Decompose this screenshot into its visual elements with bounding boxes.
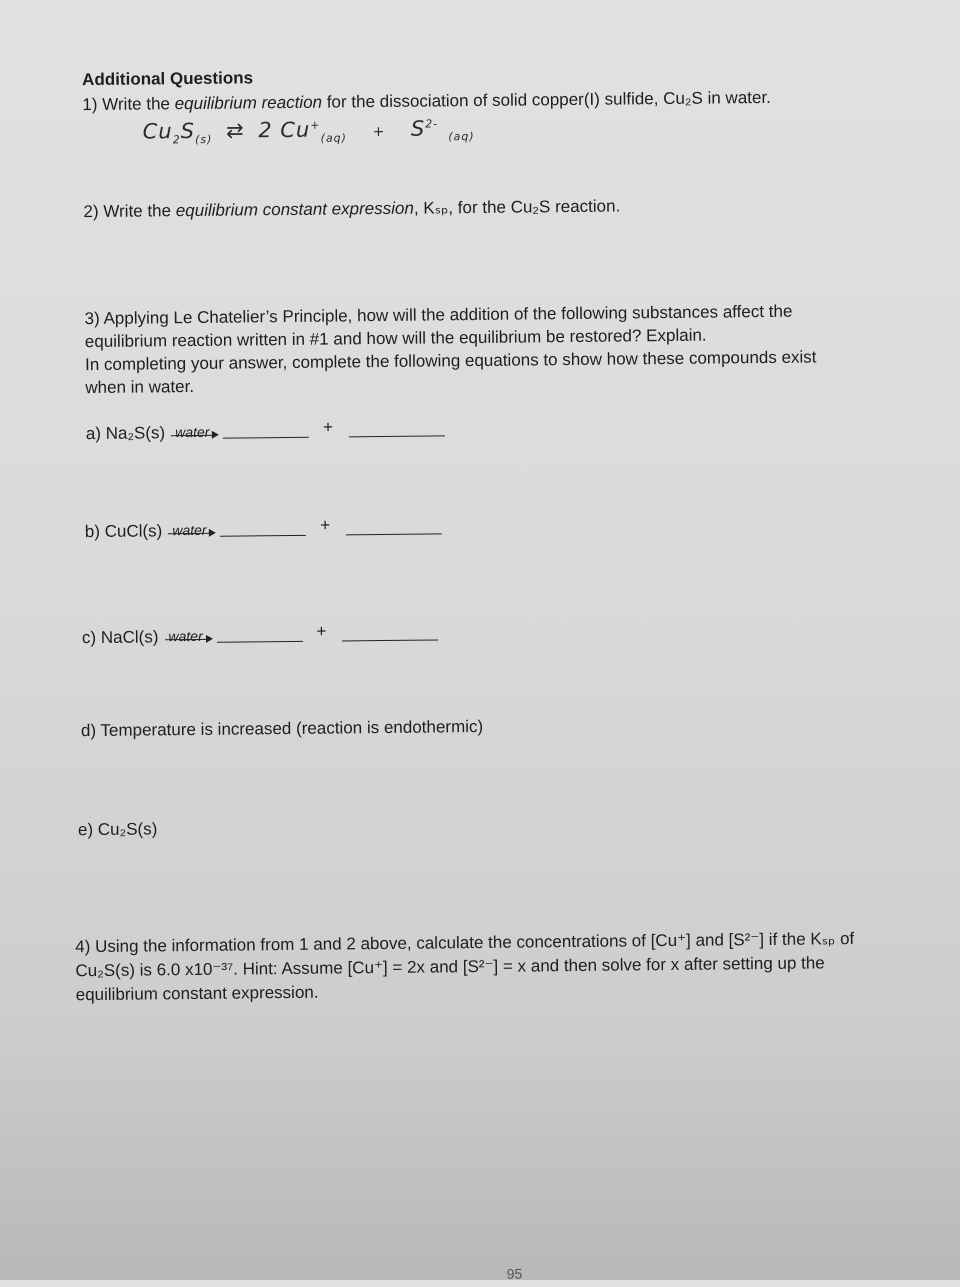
reaction-c-blank-2[interactable] xyxy=(342,639,438,641)
item-d: d) Temperature is increased (reaction is endothermic) xyxy=(80,716,484,741)
reaction-a-label: a) Na₂S(s) xyxy=(85,423,166,444)
hw-reactant-sub: 2 xyxy=(172,133,181,147)
hw-equilibrium-arrow: ⇄ xyxy=(225,118,245,143)
question-3-line-2: equilibrium reaction written in #1 and how will the equilibrium be restored? Explain. xyxy=(84,325,707,352)
reaction-b-plus: + xyxy=(320,515,331,535)
hw-product-2-charge: 2- xyxy=(425,117,439,131)
question-3 xyxy=(84,299,816,399)
reaction-c-blank-1[interactable] xyxy=(217,641,303,643)
reaction-b-blank-2[interactable] xyxy=(346,533,442,535)
reaction-a-plus: + xyxy=(323,417,334,437)
question-1 xyxy=(82,86,771,116)
reaction-b-arrow xyxy=(168,521,214,541)
reaction-b-label: b) CuCl(s) xyxy=(84,521,163,542)
question-3-line-4: when in water. xyxy=(85,376,195,398)
hw-product-1-state: (aq) xyxy=(320,131,347,145)
hw-product-1: 2 Cu xyxy=(258,117,311,143)
reaction-a-blank-2[interactable] xyxy=(349,435,445,437)
hw-reactant: Cu xyxy=(142,119,173,144)
question-2 xyxy=(83,195,620,224)
reaction-c-label: c) NaCl(s) xyxy=(81,627,159,648)
reaction-c-arrow xyxy=(165,627,211,647)
question-1-prefix: 1) Write the xyxy=(82,94,175,115)
reaction-b xyxy=(84,515,443,542)
reaction-c-plus: + xyxy=(316,621,327,641)
question-1-emphasis: equilibrium reaction xyxy=(174,92,323,114)
question-4-line-3: equilibrium constant expression. xyxy=(75,982,319,1005)
reaction-a-arrow xyxy=(171,423,217,443)
question-4-line-2: Cu₂S(s) is 6.0 x10⁻³⁷. Hint: Assume [Cu⁺] = 2x and [S²⁻] = x and then solve for x after setting up the xyxy=(75,953,825,981)
reaction-b-water-label: water xyxy=(172,521,207,539)
hw-product-2-state: (aq) xyxy=(448,130,475,144)
reaction-c xyxy=(81,621,439,648)
reaction-a-blank-1[interactable] xyxy=(223,437,309,439)
handwritten-answer-1 xyxy=(143,116,475,147)
reaction-c-water-label: water xyxy=(168,627,203,645)
question-3-line-3: In completing your answer, complete the following equations to show how these compounds exist xyxy=(84,347,817,375)
hw-product-1-charge: + xyxy=(310,118,321,132)
question-3-line-1: 3) Applying Le Chatelier’s Principle, how will the addition of the following substances affect the xyxy=(84,301,793,329)
question-2-emphasis: equilibrium constant expression xyxy=(175,198,414,221)
hw-product-2: S xyxy=(410,116,426,141)
question-4-line-1: 4) Using the information from 1 and 2 above, calculate the concentrations of [Cu⁺] and [S²⁻] if the Kₛₚ of xyxy=(75,929,855,957)
page-number: 95 xyxy=(506,1265,523,1282)
reaction-b-blank-1[interactable] xyxy=(220,535,306,537)
question-4 xyxy=(75,927,855,1007)
reaction-a xyxy=(85,417,445,444)
section-heading: Additional Questions xyxy=(82,68,254,90)
question-2-prefix: 2) Write the xyxy=(83,201,176,222)
hw-plus: + xyxy=(372,123,386,141)
hw-reactant-s: S xyxy=(180,118,196,144)
hw-reactant-state: (s) xyxy=(195,132,213,147)
reaction-a-water-label: water xyxy=(175,423,210,441)
question-2-suffix: , Kₛₚ, for the Cu₂S reaction. xyxy=(413,196,621,218)
question-1-suffix: for the dissociation of solid copper(I) sulfide, Cu₂S in water. xyxy=(321,87,771,112)
item-e: e) Cu₂S(s) xyxy=(77,819,158,840)
